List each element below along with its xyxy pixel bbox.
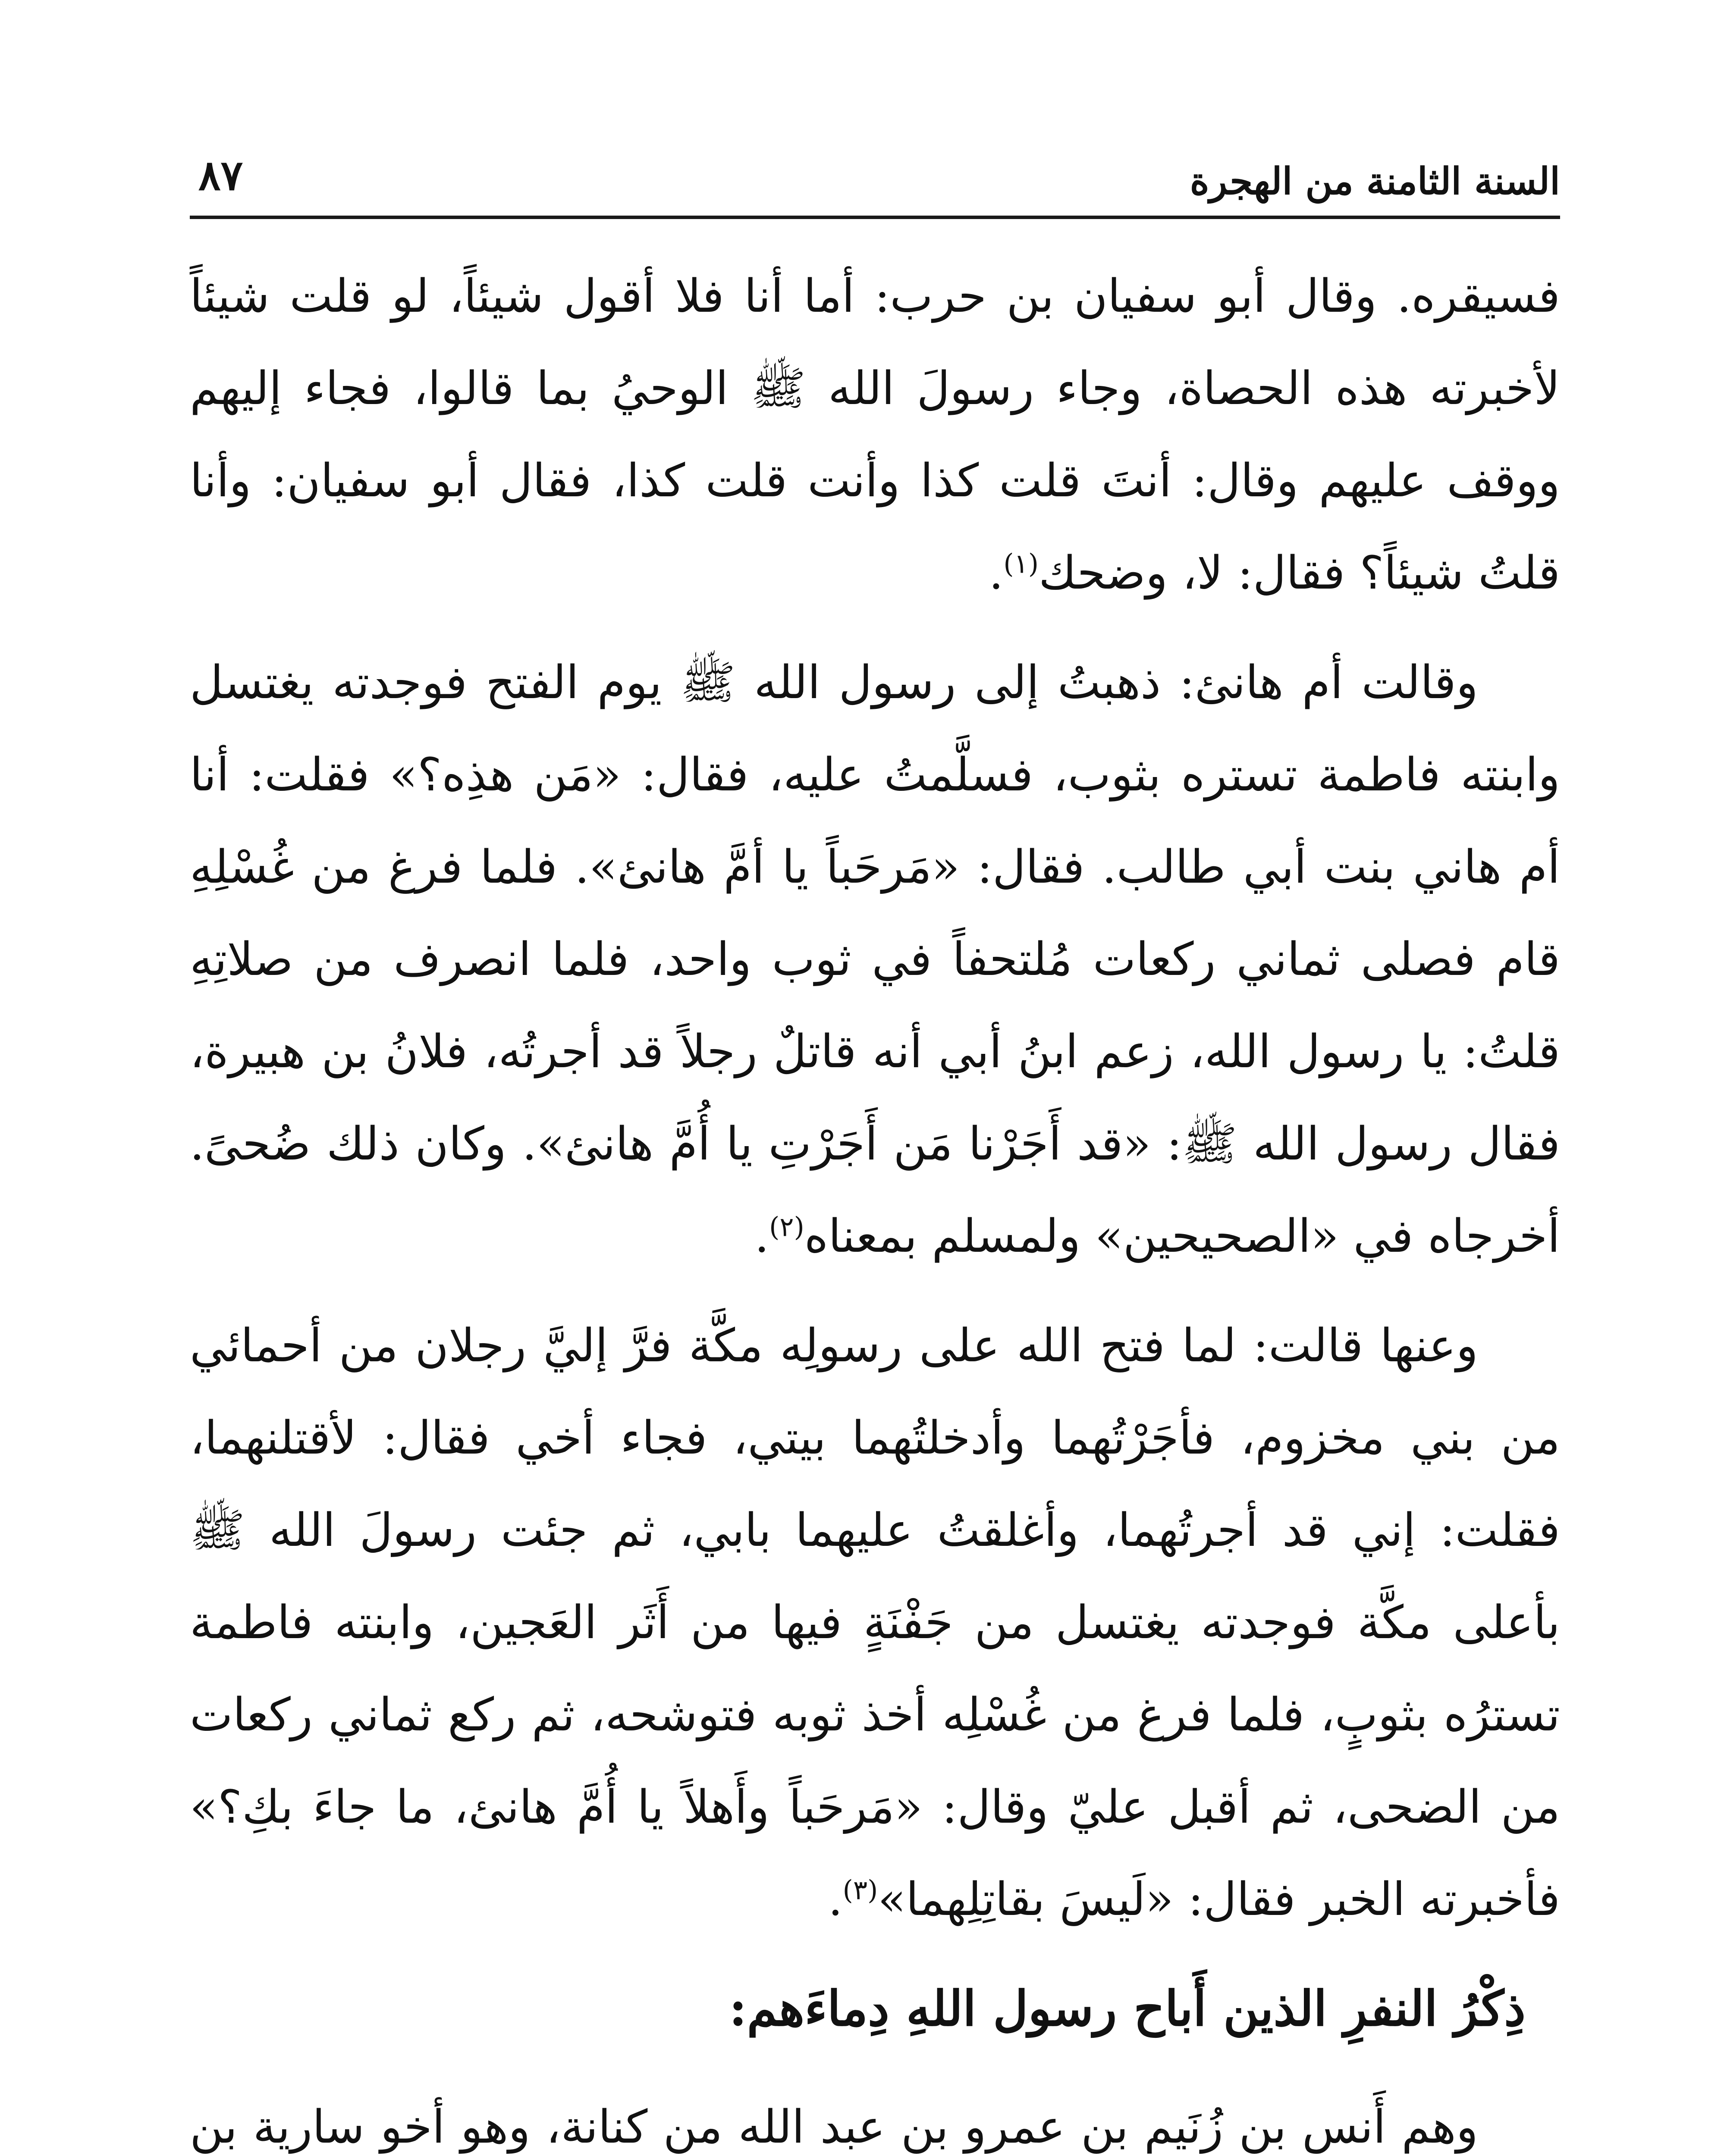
section-heading: ذِكْرُ النفرِ الذين أَباح رسول اللهِ دِماءَهم: xyxy=(729,1981,1526,2037)
paragraph-2 xyxy=(190,636,1560,1282)
footnote-ref-3[interactable]: (٣) xyxy=(842,1874,878,1906)
footnote-ref-1[interactable]: (١) xyxy=(1003,548,1039,580)
paragraph-1 xyxy=(190,250,1560,619)
paragraph-text: وقالت أم هانئ: ذهبتُ إلى رسول الله ﷺ يوم الفتح فوجدته يغتسل وابنته فاطمة تستره بثوب، فسلَّمتُ عليه، فقال: «مَن هذِه؟» فقلت: أنا أم هاني بنت أبي طالب. فقال: «مَرحَباً يا أمَّ هانئ». فلما فرغ من غُسْلِهِ قام فصلى ثماني ركعات مُلتحفاً في ثوب واحد، فلما انصرف من صلاتِهِ قلتُ: يا رسول الله، زعم ابنُ أبي أنه قاتلٌ رجلاً قد أجرتُه، فلانُ بن هبيرة، فقال رسول الله ﷺ: «قد أَجَرْنا مَن أَجَرْتِ يا أُمَّ هانئ». وكان ذلك ضُحىً. أخرجاه في «الصحيحين» ولمسلم بمعناه xyxy=(190,656,1560,1263)
paragraph-3 xyxy=(190,1300,1560,1946)
paragraph-end: . xyxy=(989,546,1004,599)
paragraph-text: وعنها قالت: لما فتح الله على رسولِه مكَّة فرَّ إليَّ رجلان من أحمائي من بني مخزوم، فأجَرْتُهما وأدخلتُهما بيتي، فجاء أخي فقال: لأقتلنهما، فقلت: إني قد أجرتُهما، وأغلقتُ عليهما بابي، ثم جئت رسولَ الله ﷺ بأعلى مكَّة فوجدته يغتسل من جَفْنَةٍ فيها من أَثَر العَجين، وابنته فاطمة تسترُه بثوبٍ، فلما فرغ من غُسْلِه أخذ ثوبه فتوشحه، ثم ركع ثماني ركعات من الضحى، ثم أقبل عليّ وقال: «مَرحَباً وأَهلاً يا أُمَّ هانئ، ما جاءَ بكِ؟» فأخبرته الخبر فقال: «لَيسَ بقاتِلِهما» xyxy=(190,1319,1560,1926)
paragraph-end: . xyxy=(828,1873,843,1926)
footnote-ref-2[interactable]: (٢) xyxy=(769,1211,804,1243)
page-number: ٨٧ xyxy=(198,151,243,200)
main-text xyxy=(190,250,1560,2156)
paragraph-text: فسيقره. وقال أبو سفيان بن حرب: أما أنا فلا أقول شيئاً، لو قلت شيئاً لأخبرته هذه الحصاة، وجاء رسولَ الله ﷺ الوحيُ بما قالوا، فجاء إليهم ووقف عليهم وقال: أنتَ قلت كذا وأنت قلت كذا، فقال أبو سفيان: وأنا قلتُ شيئاً؟ فقال: لا، وضحك xyxy=(190,270,1560,599)
paragraph-end: . xyxy=(754,1210,769,1263)
section-paragraph-1: وهم أَنس بن زُنَيم بن عمرو بن عبد الله من كنانة، وهو أخو سارية بنِ xyxy=(190,2100,1478,2153)
running-header xyxy=(190,142,1560,219)
running-title: السنة الثامنة من الهجرة xyxy=(1190,160,1560,203)
